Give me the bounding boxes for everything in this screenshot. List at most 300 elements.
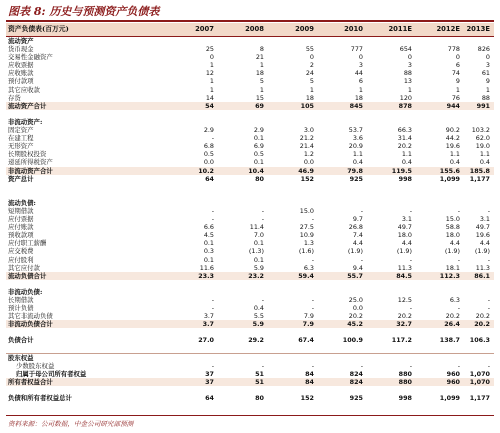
table-row	[6, 118, 494, 126]
table-row	[6, 207, 494, 215]
cell-value: 84	[305, 377, 314, 386]
cell-value: 0	[309, 53, 314, 62]
cell-value: 37	[205, 377, 214, 386]
cell-value: 0	[358, 53, 363, 62]
cell-value: 5.5	[253, 312, 264, 321]
cell-value: 6.9	[253, 142, 264, 151]
cell-value: 19.6	[475, 231, 490, 240]
cell-value: 0	[407, 53, 412, 62]
row-label: 资产总计	[8, 174, 34, 183]
cell-value: 45.2	[347, 320, 363, 329]
cell-value: 1.1	[352, 150, 363, 159]
cell-value: 11.4	[249, 223, 264, 232]
cell-value: 64	[205, 174, 214, 183]
cell-value: 18.0	[445, 231, 460, 240]
cell-value: 10.9	[299, 231, 314, 240]
table-row	[6, 102, 494, 110]
cell-value: 1,070	[469, 377, 490, 386]
cell-value: 76	[451, 93, 460, 102]
cell-value: 20.2	[475, 312, 490, 321]
cell-value: 62.0	[475, 134, 490, 143]
cell-value: 824	[349, 377, 363, 386]
table-row	[6, 312, 494, 320]
cell-value: 20.2	[397, 142, 412, 151]
cell-value: 12.5	[397, 296, 412, 304]
cell-value: 31.4	[397, 134, 412, 143]
cell-value: 3.7	[203, 312, 214, 321]
cell-value: 1,099	[439, 394, 460, 403]
year-header: 2008	[245, 25, 264, 33]
cell-value: 100.9	[342, 336, 363, 345]
cell-value: 778	[447, 45, 460, 54]
table-row	[6, 142, 494, 150]
cell-value: 155.6	[439, 166, 460, 175]
cell-value: 19.6	[445, 142, 460, 151]
cell-value: 6.3	[303, 263, 314, 272]
cell-value: -	[261, 215, 264, 224]
table-row	[6, 150, 494, 158]
year-header: 2013E	[466, 25, 490, 33]
cell-value: 1	[309, 85, 314, 94]
cell-value: 4.4	[479, 239, 490, 248]
row-label: 非流动负债:	[8, 287, 43, 296]
cell-value: 80	[255, 394, 264, 403]
cell-value: 10.4	[248, 166, 264, 175]
cell-value: 0	[485, 53, 490, 62]
cell-value: -	[457, 206, 460, 215]
cell-value: 25	[205, 45, 214, 54]
cell-value: 6.3	[449, 296, 460, 304]
table-row	[6, 110, 494, 118]
cell-value: -	[211, 296, 214, 304]
cell-value: 55.7	[347, 271, 363, 280]
table-row	[6, 223, 494, 231]
cell-value: 1	[259, 85, 264, 94]
cell-value: 21	[255, 53, 264, 62]
table-row	[6, 134, 494, 142]
cell-value: 0.4	[253, 304, 264, 313]
row-label: 递延所得税资产	[8, 158, 53, 167]
row-label: 无形资产	[8, 142, 34, 151]
row-label: 负债合计	[8, 336, 34, 345]
cell-value: 3	[358, 61, 363, 70]
cell-value: -	[311, 304, 314, 313]
cell-value: -	[211, 215, 214, 224]
cell-value: 88	[403, 69, 412, 78]
cell-value: -	[487, 206, 490, 215]
cell-value: 1,070	[469, 369, 490, 378]
cell-value: 88	[481, 93, 490, 102]
cell-value: 0.4	[352, 158, 363, 167]
table-row	[6, 256, 494, 264]
table-row	[6, 386, 494, 394]
cell-value: -	[211, 361, 214, 370]
row-label: 预计负债	[8, 304, 34, 313]
cell-value: 3	[485, 61, 490, 70]
cell-value: -	[487, 361, 490, 370]
cell-value: 1	[485, 85, 490, 94]
cell-value: 27.0	[198, 336, 214, 345]
cell-value: 27.5	[299, 223, 314, 232]
cell-value: -	[311, 215, 314, 224]
cell-value: -	[261, 296, 264, 304]
cell-value: 23.3	[198, 271, 214, 280]
cell-value: 3.6	[352, 134, 363, 143]
cell-value: 20.9	[348, 142, 363, 151]
cell-value: 18.1	[445, 263, 460, 272]
cell-value: -	[211, 206, 214, 215]
table-row	[6, 378, 494, 386]
cell-value: 5	[309, 77, 314, 86]
cell-value: 0.0	[203, 158, 214, 167]
row-label: 归属于母公司所有者权益	[16, 369, 87, 378]
cell-value: 0.5	[203, 150, 214, 159]
source-note: 资料来源：公司数据，中金公司研究部预测	[8, 420, 134, 428]
cell-value: 20.2	[474, 320, 490, 329]
cell-value: 21.2	[299, 134, 314, 143]
row-label: 应付票据	[8, 215, 34, 224]
cell-value: -	[457, 304, 460, 313]
cell-value: 119.5	[391, 166, 412, 175]
cell-value: 1.3	[303, 239, 314, 248]
cell-value: 51	[255, 369, 264, 378]
cell-value: 4.4	[352, 239, 363, 248]
cell-value: 1.1	[401, 150, 412, 159]
table-row	[6, 199, 494, 207]
cell-value: 12	[205, 69, 214, 78]
cell-value: 1.1	[449, 150, 460, 159]
cell-value: 0	[455, 53, 460, 62]
cell-value: 90.2	[445, 126, 460, 135]
cell-value: 0.4	[401, 158, 412, 167]
table-row	[6, 304, 494, 312]
year-header: 2007	[195, 25, 214, 33]
cell-value: (1.9)	[444, 247, 460, 256]
cell-value: 0.3	[203, 247, 214, 256]
cell-value: 944	[446, 101, 460, 110]
row-label: 货币现金	[8, 45, 34, 54]
cell-value: 1	[358, 85, 363, 94]
row-label: 少数股东权益	[16, 361, 55, 370]
cell-value: -	[261, 206, 264, 215]
cell-value: 7.0	[253, 231, 264, 240]
row-label: 在建工程	[8, 134, 34, 143]
row-label: 应付账款	[8, 223, 34, 232]
row-label: 应付职工薪酬	[8, 239, 47, 248]
table-row	[6, 353, 494, 362]
cell-value: 61	[481, 69, 490, 78]
cell-value: 86.1	[474, 271, 490, 280]
year-header: 2012E	[436, 25, 460, 33]
cell-value: 3.1	[401, 215, 412, 224]
cell-value: 51	[255, 377, 264, 386]
cell-value: 4.4	[401, 239, 412, 248]
cell-value: 2	[309, 61, 314, 70]
cell-value: 20.2	[445, 312, 460, 321]
cell-value: 14	[205, 93, 214, 102]
cell-value: 0.1	[253, 158, 264, 167]
cell-value: 2.9	[203, 126, 214, 135]
cell-value: -	[409, 255, 412, 264]
cell-value: 49.7	[475, 223, 490, 232]
table-row	[6, 328, 494, 336]
year-header: 2009	[295, 25, 314, 33]
cell-value: -	[457, 255, 460, 264]
cell-value: -	[409, 206, 412, 215]
cell-value: 24	[305, 69, 314, 78]
cell-value: 6.6	[203, 223, 214, 232]
table-row	[6, 94, 494, 102]
table-row	[6, 53, 494, 61]
cell-value: 1.1	[479, 150, 490, 159]
cell-value: 18	[305, 93, 314, 102]
table-row	[6, 247, 494, 255]
cell-value: 5.9	[253, 263, 264, 272]
row-label: 长期股权投资	[8, 150, 47, 159]
cell-value: 2.9	[253, 126, 264, 135]
cell-value: 120	[399, 93, 412, 102]
header-label: 资产负债表(百万元)	[8, 25, 69, 33]
table-row	[6, 77, 494, 85]
cell-value: 19.0	[475, 142, 490, 151]
balance-sheet-table	[6, 37, 494, 402]
cell-value: 826	[477, 45, 490, 54]
cell-value: 7.9	[302, 320, 314, 329]
cell-value: 15.0	[445, 215, 460, 224]
cell-value: 32.7	[396, 320, 412, 329]
cell-value: -	[360, 206, 363, 215]
cell-value: 25.0	[348, 296, 363, 304]
cell-value: 6	[358, 77, 363, 86]
cell-value: 20.2	[348, 312, 363, 321]
table-row	[6, 215, 494, 223]
cell-value: 960	[446, 369, 460, 378]
row-label: 流动负债合计	[8, 271, 47, 280]
cell-value: 1.2	[303, 150, 314, 159]
cell-value: 44.2	[445, 134, 460, 143]
cell-value: 58.8	[445, 223, 460, 232]
cell-value: 7.9	[303, 312, 314, 321]
cell-value: 3.1	[479, 215, 490, 224]
cell-value: 0.4	[449, 158, 460, 167]
cell-value: 991	[476, 101, 490, 110]
cell-value: 138.7	[439, 336, 460, 345]
cell-value: 9.4	[352, 263, 363, 272]
row-label: 股东权益	[8, 353, 34, 362]
table-row	[6, 264, 494, 272]
cell-value: 998	[398, 394, 412, 403]
cell-value: 44	[354, 69, 363, 78]
table-row	[6, 45, 494, 53]
cell-value: 4.4	[449, 239, 460, 248]
row-label: 所有者权益合计	[8, 377, 53, 386]
cell-value: (1.3)	[248, 247, 264, 256]
cell-value: 0	[209, 53, 214, 62]
cell-value: -	[487, 255, 490, 264]
row-label: 应交税费	[8, 247, 34, 256]
cell-value: 20.2	[397, 312, 412, 321]
cell-value: 53.7	[348, 126, 363, 135]
table-row	[6, 370, 494, 378]
cell-value: 1	[209, 85, 214, 94]
cell-value: 117.2	[391, 336, 412, 345]
table-row	[6, 61, 494, 69]
cell-value: -	[360, 255, 363, 264]
cell-value: 0.1	[203, 255, 214, 264]
cell-value: 11.6	[199, 263, 214, 272]
cell-value: 106.3	[469, 336, 490, 345]
cell-value: 7.4	[352, 231, 363, 240]
page-title: 图表 8: 历史与预测资产负债表	[8, 5, 160, 18]
cell-value: 1	[209, 77, 214, 86]
cell-value: 84.5	[396, 271, 412, 280]
cell-value: 18	[255, 69, 264, 78]
row-label: 长期借款	[8, 296, 34, 304]
cell-value: 0.0	[303, 158, 314, 167]
table-row	[6, 320, 494, 328]
cell-value: 0.1	[253, 255, 264, 264]
cell-value: -	[211, 304, 214, 313]
cell-value: 0.1	[253, 239, 264, 248]
cell-value: 845	[349, 101, 363, 110]
cell-value: 26.4	[444, 320, 460, 329]
cell-value: 925	[349, 394, 363, 403]
cell-value: 152	[300, 174, 314, 183]
cell-value: 79.8	[347, 166, 363, 175]
title-divider	[6, 20, 494, 22]
table-row	[6, 336, 494, 344]
cell-value: 1,177	[469, 394, 490, 403]
row-label: 流动资产	[8, 37, 34, 45]
cell-value: -	[311, 255, 314, 264]
row-label: 应收账款	[8, 69, 34, 78]
table-row	[6, 231, 494, 239]
table-row	[6, 191, 494, 199]
cell-value: 1	[407, 85, 412, 94]
cell-value: 3.0	[303, 126, 314, 135]
row-label: 交易性金融资产	[8, 53, 53, 62]
cell-value: 3.7	[202, 320, 214, 329]
cell-value: 23.2	[248, 271, 264, 280]
table-row	[6, 362, 494, 370]
cell-value: 49.7	[397, 223, 412, 232]
table-row	[6, 126, 494, 134]
cell-value: 21.4	[299, 142, 314, 151]
table-row	[6, 280, 494, 288]
cell-value: 185.8	[469, 166, 490, 175]
row-label: 短期借款	[8, 206, 34, 215]
cell-value: 11.3	[475, 263, 490, 272]
cell-value: 880	[398, 369, 412, 378]
cell-value: 9	[485, 77, 490, 86]
year-header: 2010	[344, 25, 363, 33]
row-label: 其它应收款	[8, 85, 40, 94]
cell-value: 0.1	[203, 239, 214, 248]
cell-value: 18	[354, 93, 363, 102]
row-label: 流动负债:	[8, 198, 36, 207]
cell-value: -	[261, 361, 264, 370]
cell-value: 777	[350, 45, 363, 54]
footer-divider	[6, 415, 494, 416]
table-row	[6, 158, 494, 166]
cell-value: 1	[455, 85, 460, 94]
table-row	[6, 394, 494, 402]
cell-value: 13	[403, 77, 412, 86]
cell-value: (1.6)	[298, 247, 314, 256]
cell-value: 0.5	[253, 150, 264, 159]
cell-value: 15.0	[299, 206, 314, 215]
cell-value: -	[409, 361, 412, 370]
table-header	[6, 23, 494, 37]
cell-value: 66.3	[397, 126, 412, 135]
cell-value: 74	[451, 69, 460, 78]
table-row	[6, 288, 494, 296]
cell-value: 10.2	[198, 166, 214, 175]
cell-value: 0.4	[479, 158, 490, 167]
cell-value: 37	[205, 369, 214, 378]
cell-value: -	[311, 296, 314, 304]
cell-value: 960	[446, 377, 460, 386]
cell-value: -	[360, 361, 363, 370]
cell-value: -	[487, 304, 490, 313]
row-label: 其它应付款	[8, 263, 40, 272]
cell-value: -	[311, 361, 314, 370]
row-label: 应收票据	[8, 61, 34, 70]
row-label: 非流动资产:	[8, 117, 43, 126]
cell-value: (1.9)	[347, 247, 363, 256]
cell-value: 1	[259, 61, 264, 70]
table-row	[6, 167, 494, 175]
cell-value: 84	[305, 369, 314, 378]
cell-value: 46.9	[298, 166, 314, 175]
row-label: 非流动负债合计	[8, 320, 53, 329]
cell-value: 1	[209, 61, 214, 70]
cell-value: 26.8	[348, 223, 363, 232]
cell-value: 9	[455, 77, 460, 86]
cell-value: -	[457, 361, 460, 370]
table-row	[6, 272, 494, 280]
cell-value: 15	[255, 93, 264, 102]
cell-value: 6	[455, 61, 460, 70]
cell-value: 5.9	[252, 320, 264, 329]
cell-value: 64	[205, 394, 214, 403]
cell-value: 5	[259, 77, 264, 86]
cell-value: 878	[398, 101, 412, 110]
table-row	[6, 175, 494, 183]
cell-value: 3	[407, 61, 412, 70]
cell-value: 1,177	[469, 174, 490, 183]
row-label: 负债和所有者权益总计	[8, 394, 72, 403]
cell-value: 59.4	[298, 271, 314, 280]
year-header: 2011E	[388, 25, 412, 33]
cell-value: 8	[259, 45, 264, 54]
cell-value: 67.4	[298, 336, 314, 345]
cell-value: -	[211, 134, 214, 143]
row-label: 预付款项	[8, 77, 34, 86]
cell-value: 1,099	[439, 174, 460, 183]
cell-value: 0.1	[253, 134, 264, 143]
table-row	[6, 69, 494, 77]
cell-value: 54	[205, 101, 214, 110]
table-row	[6, 183, 494, 191]
cell-value: 55	[305, 45, 314, 54]
cell-value: (1.9)	[396, 247, 412, 256]
row-label: 其它非流动负债	[8, 312, 53, 321]
table-row	[6, 86, 494, 94]
table-row	[6, 345, 494, 353]
row-label: 应付股利	[8, 255, 34, 264]
cell-value: -	[487, 296, 490, 304]
